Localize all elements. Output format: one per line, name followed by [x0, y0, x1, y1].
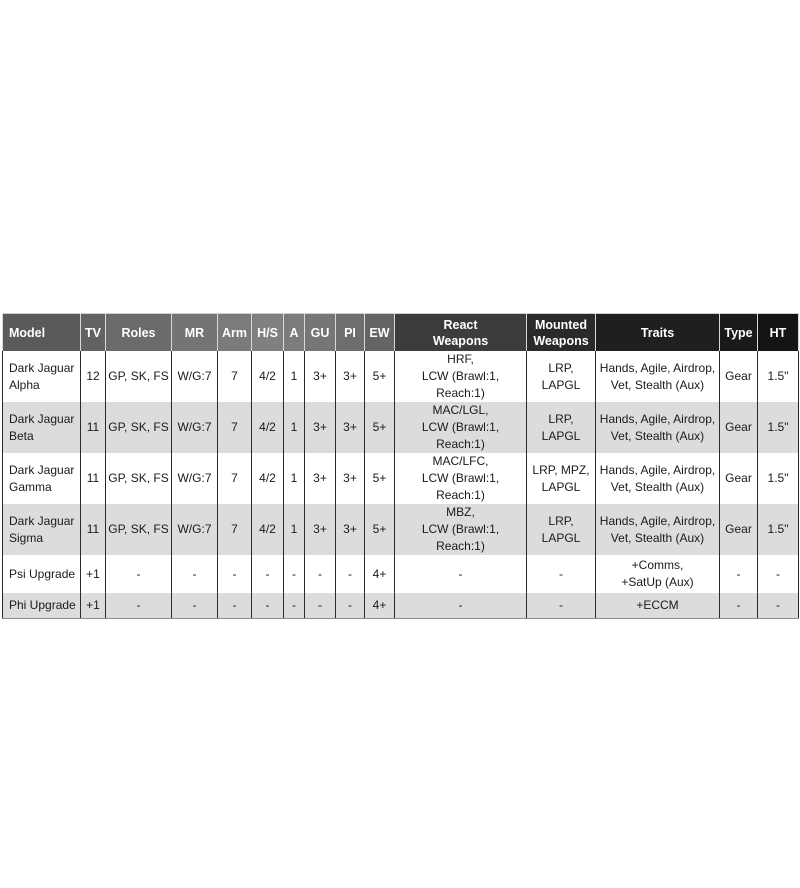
- column-header-ew: EW: [365, 314, 395, 352]
- cell-line: 5+: [372, 420, 387, 434]
- cell-line: -: [736, 598, 741, 612]
- cell-line: 12: [86, 369, 100, 383]
- cell-model: [3, 402, 81, 453]
- cell-line: Hands, Agile, Airdrop,: [599, 411, 716, 426]
- cell-tv: [81, 593, 106, 619]
- column-header-a: A: [284, 314, 305, 352]
- cell-line: 3+: [313, 471, 327, 485]
- cell-line: +ECCM: [636, 598, 679, 612]
- cell-line: -: [292, 598, 296, 612]
- cell-mr: [172, 593, 218, 619]
- cell-line: MAC/LFC,: [432, 454, 489, 468]
- cell-line: GP, SK, FS: [108, 471, 169, 485]
- cell-line: W/G:7: [177, 522, 212, 536]
- cell-line: -: [232, 566, 237, 581]
- cell-line: 4+: [372, 566, 387, 581]
- column-header-pi: PI: [336, 314, 365, 352]
- cell-line: +SatUp (Aux): [621, 575, 694, 589]
- cell-line: 4/2: [259, 420, 276, 434]
- column-header-react-weapons: [395, 314, 527, 352]
- cell-pi: [336, 504, 365, 555]
- cell-mounted-weapons: [527, 504, 596, 555]
- cell-arm: [218, 453, 252, 504]
- cell-line: 1.5": [767, 471, 789, 485]
- cell-ew: [365, 555, 395, 593]
- cell-line: -: [348, 566, 352, 581]
- cell-mr: [172, 351, 218, 402]
- cell-line: W/G:7: [177, 420, 212, 434]
- cell-line: 1.5": [767, 522, 789, 536]
- cell-type: [720, 593, 758, 619]
- cell-line: 3+: [343, 369, 357, 383]
- cell-a: [284, 555, 305, 593]
- cell-line: LAPGL: [541, 428, 581, 443]
- cell-line: 1: [290, 369, 298, 383]
- cell-line: 5+: [372, 522, 387, 536]
- cell-line: 3+: [313, 420, 327, 434]
- cell-line: Hands, Agile, Airdrop,: [599, 360, 716, 375]
- cell-line: Gear: [725, 522, 752, 536]
- cell-line: Gamma: [9, 479, 52, 494]
- cell-line: -: [265, 566, 270, 581]
- cell-line: -: [736, 566, 741, 581]
- cell-line: LAPGL: [541, 479, 581, 494]
- cell-line: 3+: [343, 471, 357, 485]
- cell-ew: [365, 593, 395, 619]
- cell-type: [720, 351, 758, 402]
- cell-ht: [758, 453, 799, 504]
- column-header-type: Type: [720, 314, 758, 352]
- cell-roles: [106, 453, 172, 504]
- cell-ht: [758, 593, 799, 619]
- cell-line: -: [192, 566, 197, 581]
- cell-line: -: [776, 566, 780, 581]
- cell-line: -: [265, 598, 270, 612]
- cell-tv: [81, 402, 106, 453]
- cell-traits: [596, 351, 720, 402]
- cell-line: HRF,: [447, 352, 474, 366]
- cell-line: Dark Jaguar: [9, 411, 75, 426]
- cell-model: [3, 555, 81, 593]
- cell-line: 1: [290, 522, 298, 536]
- cell-line: 4+: [372, 598, 387, 612]
- cell-mr: [172, 504, 218, 555]
- column-header-line: Weapons: [432, 333, 489, 348]
- column-header-tv: TV: [81, 314, 106, 352]
- cell-line: Dark Jaguar: [9, 360, 75, 375]
- cell-type: [720, 555, 758, 593]
- cell-hs: [252, 402, 284, 453]
- cell-line: Vet, Stealth (Aux): [610, 530, 705, 545]
- cell-line: 1.5": [767, 420, 789, 434]
- cell-gu: [305, 453, 336, 504]
- cell-line: 7: [231, 522, 238, 536]
- cell-line: Hands, Agile, Airdrop,: [599, 513, 716, 528]
- cell-gu: [305, 593, 336, 619]
- cell-traits: [596, 555, 720, 593]
- cell-model: [3, 351, 81, 402]
- column-header-line: Mounted: [534, 317, 588, 332]
- table-row: [3, 555, 799, 593]
- cell-line: Vet, Stealth (Aux): [610, 428, 705, 443]
- cell-ew: [365, 453, 395, 504]
- table-row: [3, 593, 799, 619]
- cell-line: 4/2: [259, 522, 276, 536]
- cell-pi: [336, 555, 365, 593]
- stat-table: [2, 313, 799, 619]
- cell-line: -: [559, 566, 563, 581]
- cell-line: -: [292, 566, 296, 581]
- cell-line: 11: [86, 420, 100, 434]
- header-row: [3, 314, 799, 352]
- cell-mr: [172, 453, 218, 504]
- cell-pi: [336, 351, 365, 402]
- cell-hs: [252, 593, 284, 619]
- cell-mounted-weapons: [527, 453, 596, 504]
- cell-traits: [596, 504, 720, 555]
- cell-line: Psi Upgrade: [9, 566, 76, 581]
- column-header-line: Weapons: [533, 333, 589, 348]
- cell-line: GP, SK, FS: [108, 369, 169, 383]
- cell-line: Gear: [725, 471, 752, 485]
- cell-line: -: [136, 566, 141, 581]
- cell-line: Beta: [9, 428, 34, 443]
- cell-tv: [81, 504, 106, 555]
- cell-ht: [758, 351, 799, 402]
- cell-line: MAC/LGL,: [432, 403, 489, 417]
- cell-model: [3, 453, 81, 504]
- cell-line: -: [318, 598, 322, 612]
- table-row: [3, 402, 799, 453]
- cell-line: Dark Jaguar: [9, 513, 75, 528]
- cell-mr: [172, 402, 218, 453]
- cell-react-weapons: [395, 402, 527, 453]
- cell-tv: [81, 351, 106, 402]
- cell-gu: [305, 504, 336, 555]
- cell-line: -: [348, 598, 352, 612]
- cell-line: Dark Jaguar: [9, 462, 75, 477]
- cell-line: LCW (Brawl:1, Reach:1): [421, 471, 500, 502]
- cell-roles: [106, 504, 172, 555]
- cell-hs: [252, 555, 284, 593]
- cell-roles: [106, 402, 172, 453]
- cell-a: [284, 402, 305, 453]
- cell-line: Hands, Agile, Airdrop,: [599, 462, 716, 477]
- cell-ew: [365, 504, 395, 555]
- cell-arm: [218, 351, 252, 402]
- cell-a: [284, 351, 305, 402]
- cell-arm: [218, 504, 252, 555]
- cell-a: [284, 453, 305, 504]
- cell-line: GP, SK, FS: [108, 522, 169, 536]
- cell-gu: [305, 555, 336, 593]
- cell-line: 11: [86, 522, 100, 536]
- column-header-mounted-weapons: [527, 314, 596, 352]
- cell-ew: [365, 351, 395, 402]
- cell-arm: [218, 555, 252, 593]
- cell-traits: [596, 453, 720, 504]
- cell-gu: [305, 351, 336, 402]
- cell-type: [720, 504, 758, 555]
- cell-hs: [252, 504, 284, 555]
- cell-line: -: [136, 598, 141, 612]
- cell-line: -: [318, 566, 322, 581]
- cell-line: Gear: [725, 420, 752, 434]
- cell-line: LCW (Brawl:1, Reach:1): [421, 522, 500, 553]
- table-row: [3, 504, 799, 555]
- cell-line: Vet, Stealth (Aux): [610, 479, 705, 494]
- column-header-model: Model: [3, 314, 81, 352]
- cell-line: 3+: [343, 522, 357, 536]
- column-header-arm: Arm: [218, 314, 252, 352]
- cell-line: 5+: [372, 471, 387, 485]
- cell-hs: [252, 453, 284, 504]
- cell-line: LCW (Brawl:1, Reach:1): [421, 420, 500, 451]
- cell-arm: [218, 593, 252, 619]
- cell-line: -: [776, 598, 780, 612]
- cell-line: 11: [86, 471, 100, 485]
- cell-a: [284, 504, 305, 555]
- cell-line: 7: [231, 471, 238, 485]
- cell-line: 1.5": [767, 369, 789, 383]
- cell-line: LRP,: [548, 513, 574, 528]
- column-header-gu: GU: [305, 314, 336, 352]
- cell-roles: [106, 555, 172, 593]
- cell-line: 5+: [372, 369, 387, 383]
- cell-traits: [596, 402, 720, 453]
- cell-line: -: [192, 598, 197, 612]
- cell-hs: [252, 351, 284, 402]
- cell-model: [3, 593, 81, 619]
- cell-line: +1: [86, 566, 100, 581]
- cell-line: 7: [231, 420, 238, 434]
- cell-line: LAPGL: [541, 530, 581, 545]
- cell-react-weapons: [395, 593, 527, 619]
- cell-line: Alpha: [9, 377, 40, 392]
- cell-line: 3+: [313, 369, 327, 383]
- cell-a: [284, 593, 305, 619]
- cell-line: 1: [290, 420, 298, 434]
- cell-ht: [758, 402, 799, 453]
- cell-mounted-weapons: [527, 351, 596, 402]
- cell-mounted-weapons: [527, 402, 596, 453]
- cell-line: GP, SK, FS: [108, 420, 169, 434]
- cell-pi: [336, 453, 365, 504]
- cell-ew: [365, 402, 395, 453]
- cell-line: +1: [86, 598, 100, 612]
- cell-react-weapons: [395, 504, 527, 555]
- cell-line: Vet, Stealth (Aux): [610, 377, 705, 392]
- cell-line: Gear: [725, 369, 752, 383]
- cell-line: MBZ,: [446, 505, 475, 519]
- cell-line: LCW (Brawl:1, Reach:1): [421, 369, 500, 400]
- table-row: [3, 453, 799, 504]
- cell-line: 3+: [343, 420, 357, 434]
- cell-react-weapons: [395, 555, 527, 593]
- table-body: [3, 351, 799, 619]
- column-header-hs: H/S: [252, 314, 284, 352]
- column-header-line: React: [443, 317, 478, 332]
- column-header-mr: MR: [172, 314, 218, 352]
- cell-react-weapons: [395, 453, 527, 504]
- cell-line: 3+: [313, 522, 327, 536]
- cell-line: -: [559, 598, 563, 612]
- column-header-ht: HT: [758, 314, 799, 352]
- cell-mr: [172, 555, 218, 593]
- table-row: [3, 351, 799, 402]
- cell-traits: [596, 593, 720, 619]
- cell-type: [720, 453, 758, 504]
- cell-line: -: [458, 598, 463, 612]
- cell-pi: [336, 402, 365, 453]
- cell-line: 4/2: [259, 471, 276, 485]
- cell-arm: [218, 402, 252, 453]
- cell-roles: [106, 351, 172, 402]
- cell-line: W/G:7: [177, 369, 212, 383]
- cell-line: LRP,: [548, 411, 574, 426]
- cell-tv: [81, 453, 106, 504]
- cell-line: Phi Upgrade: [9, 598, 76, 612]
- cell-type: [720, 402, 758, 453]
- cell-pi: [336, 593, 365, 619]
- cell-gu: [305, 402, 336, 453]
- cell-line: 4/2: [259, 369, 276, 383]
- cell-line: LRP,: [548, 360, 574, 375]
- cell-line: +Comms,: [631, 558, 684, 572]
- cell-mounted-weapons: [527, 555, 596, 593]
- cell-line: LAPGL: [541, 377, 581, 392]
- cell-react-weapons: [395, 351, 527, 402]
- cell-line: W/G:7: [177, 471, 212, 485]
- cell-line: 7: [231, 369, 238, 383]
- cell-ht: [758, 555, 799, 593]
- cell-model: [3, 504, 81, 555]
- cell-ht: [758, 504, 799, 555]
- cell-line: 1: [290, 471, 298, 485]
- cell-tv: [81, 555, 106, 593]
- cell-line: Sigma: [9, 530, 44, 545]
- column-header-roles: Roles: [106, 314, 172, 352]
- cell-line: -: [458, 566, 463, 581]
- cell-line: LRP, MPZ,: [532, 462, 590, 477]
- cell-line: -: [232, 598, 237, 612]
- cell-mounted-weapons: [527, 593, 596, 619]
- column-header-traits: Traits: [596, 314, 720, 352]
- cell-roles: [106, 593, 172, 619]
